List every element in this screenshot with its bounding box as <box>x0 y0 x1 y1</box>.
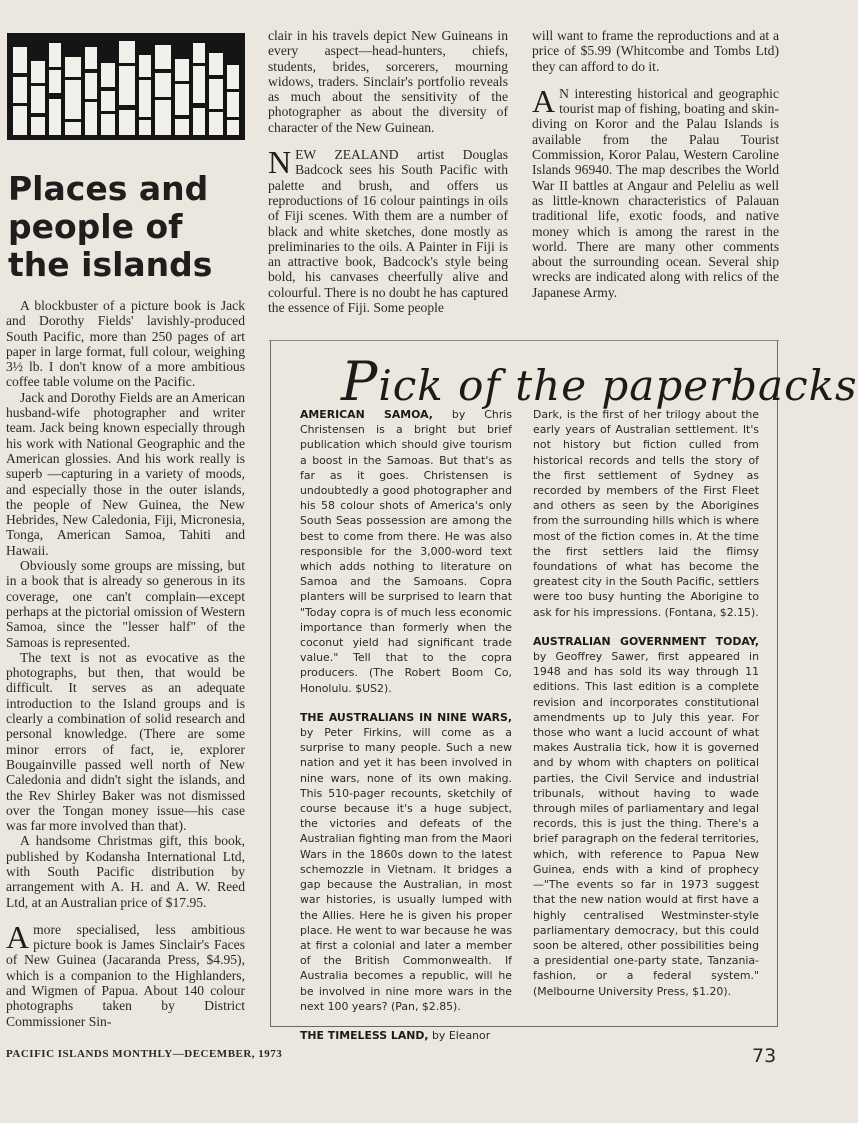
review-item: THE AUSTRALIANS IN NINE WARS, by Peter Firkins, will come as a surprise to many people. Such a new nation and yet it has been involved in nine wars, none of its own making. This 510-pager recounts, sketchily of course because it's a huge subject, the victories and defeats of the Australian fighting man from the Maori Wars in the 1860s down to the latest schemozzle in Vietnam. It bridges a gap because the Australian, in most war histories, is usually lumped with the Allies. Here he is given his proper place. He went to war because he was at first a colonial and later a member of the British Commonwealth. If Australia becomes a republic, will he be involved in nine more wars in the next 100 years? (Pan, $2.85). <box>300 710 512 1013</box>
article-column-2 <box>268 28 508 315</box>
paragraph: Jack and Dorothy Fields are an American husband-wife photographer and writer team. Jack being known especially through his work with National Geographic and the American glossies. And his work really is superb —capturing in a variety of moods, and especially those in the outer islands, the people of New Guinea, the New Hebrides, New Caledonia, Fiji, Micronesia, Tonga, American Samoa, Tahiti and Hawaii. <box>6 389 245 558</box>
footer-publication: PACIFIC ISLANDS MONTHLY—DECEMBER, 1973 <box>6 1048 283 1060</box>
paragraph: will want to frame the reproductions and at a price of $5.99 (Whitcombe and Tombs Ltd) they can afford to do it. <box>532 28 779 74</box>
review-item: Dark, is the first of her trilogy about the early years of Australian settlement. It's not history but fiction culled from historical records and tells the story of the first settlement of Sydney as recorded by members of the First Fleet and others as seen by the Aborigines from the surrounding hills which is where most of the fiction comes in. At the time the first settlers laid the flimsy foundations of what has become the greatest city in the South Pacific, settlers were too busy hunting the Aborigine to ask for his impressions. (Fontana, $2.15). <box>533 408 759 619</box>
books-logo-icon <box>7 33 245 140</box>
divider <box>269 340 779 341</box>
paperbacks-column-2 <box>533 407 759 999</box>
paragraph: NEW ZEALAND artist Douglas Badcock sees his South Pacific with palette and brush, and offers us reproductions of 16 colour paintings in oils of Fiji scenes. With them are a number of black and white sketches, done mostly as preliminaries to the oils. A Painter in Fiji is an attractive book, Badcock's style being bold, his canvases cheerfully alive and colourful. There is no doubt he has captured the essence of Fiji. Some people <box>268 144 508 316</box>
paperbacks-column-1 <box>300 407 512 1043</box>
paragraph: Obviously some groups are missing, but in a book that is already so generous in its coverage, one can't complain—except perhaps at the pictorial omission of Western Samoa, since the "lesser half" of the Samoas is represented. <box>6 558 245 650</box>
paragraph: A N interesting historical and geographic tourist map of fishing, boating and skin-diving on Koror and the Palau Islands is available from the Palau Tourist Commission, Koror Palau, Western Caroline Islands 96940. The map describes the World War II battles at Angaur and Peleliu as well as little-known characteristics of Palauan traditional life, exotic foods, and native money which is among the rarest in the world. There are many other comments about the surrounding ocean. Several ship wrecks are indicated along with relics of the Japanese Army. <box>532 82 779 300</box>
article-column-3 <box>532 28 779 300</box>
page-number: 73 <box>752 1045 777 1067</box>
drop-cap: N <box>268 144 292 181</box>
drop-cap: A <box>532 82 556 119</box>
review-item: THE TIMELESS LAND, by Eleanor <box>300 1028 491 1042</box>
paragraph: A blockbuster of a picture book is Jack and Dorothy Fields' lavishly-produced South Pacific, more than 250 pages of art paper in large format, full colour, weighing 3½ lb. I don't know of a more ambitious coffee table volume on the Pacific. <box>6 298 245 390</box>
drop-cap: A <box>6 918 30 955</box>
paragraph: The text is not as evocative as the photographs, but then, that would be difficult. It serves as an adequate introduction to the Island groups and is clearly a combination of solid research and personal knowledge. (There are some minor errors of fact, ie, explorer Bougainville passed well north of New Caledonia and didn't sight the islands, and the Rev Shirley Baker was not dismissed over the Tongan money issue—his case was far more involved than that). <box>6 649 245 834</box>
paragraph: clair in his travels depict New Guineans in every aspect—head-hunters, chiefs, students, brides, sorcerers, mourning widows, traders. Sinclair's portfolio reveals as much about the sensitivity of the photographer as about the diversity of character of the New Guinean. <box>268 28 508 135</box>
paragraph: Amore specialised, less ambitious picture book is James Sinclair's Faces of New Guinea (Jacaranda Press, $4.95), which is a companion to the Highlanders, and Wigmen of Papua. About 140 colour photographs taken by District Commissioner Sin- <box>6 918 245 1029</box>
page-title: Places and people of the islands <box>8 169 213 284</box>
article-column-1 <box>6 298 245 1029</box>
review-item: AUSTRALIAN GOVERNMENT TODAY, by Geoffrey Sawer, first appeared in 1948 and has sold its way through 11 editions. This last edition is a complete revision and incorporates constitutional amendments up to July this year. For those who want a lucid account of what makes Australia tick, how it is governed and by whom with chapters on political parties, the Civil Service and industrial tribunals, without having to wade through miles of parliamentary and legal records, this is just the thing. There's a brief paragraph on the federal territories, which, with reference to Papua New Guinea, ends with a kind of prophecy —"The events so far in 1973 suggest that the new nation would at first have a highly centralised Westminster-style parliamentary democracy, but this could soon be altered, other possibilities being a presidential one-party state, Tanzania-fashion, or a federal system." (Melbourne University Press, $1.20). <box>533 634 759 998</box>
paragraph: A handsome Christmas gift, this book, published by Kodansha International Ltd, with South Pacific distribution by arrangement with A. H. and A. W. Reed Ltd, at an Australian price of $17.95. <box>6 833 245 910</box>
box-title: Pick of the paperbacks <box>341 350 858 413</box>
review-item: AMERICAN SAMOA, by Chris Christensen is a bright but brief publication which should give tourism a boost in the Samoas. But that's as far as it goes. Christensen is undoubtedly a good photographer and his 58 colour shots of America's only South Seas possession are among the best to come from there. He was also responsible for the 3,000-word text which adds nothing to literature on Samoa and the Samoans. Copra planters will be surprised to learn that "Today copra is of much less economic importance than formerly when the coconut yield had significant trade value." Tell that to the copra producers. (The Robert Boom Co, Honolulu. $US2). <box>300 408 512 695</box>
